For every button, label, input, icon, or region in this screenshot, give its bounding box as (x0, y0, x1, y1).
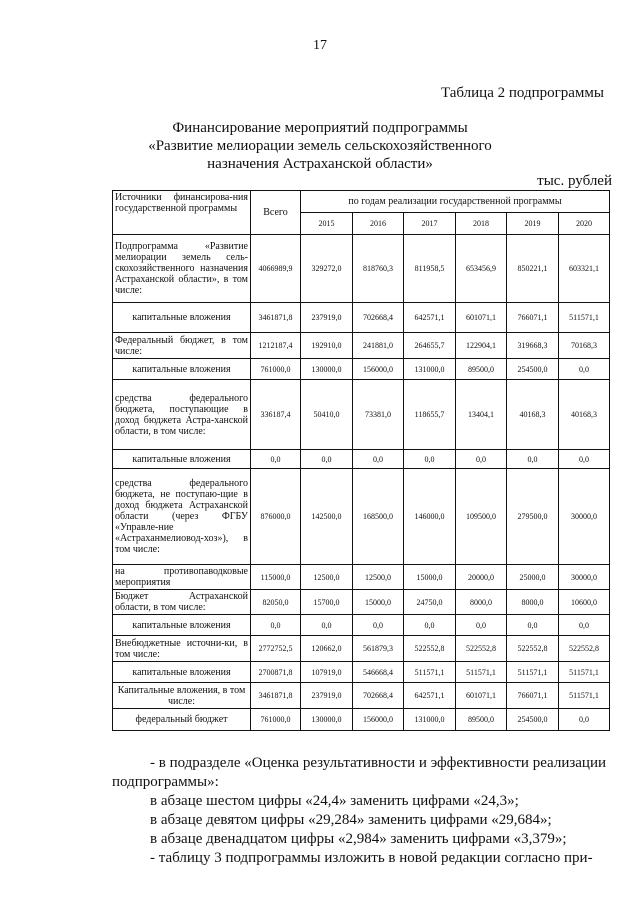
total-cell: 0,0 (251, 450, 301, 469)
year-value-cell: 818760,3 (353, 235, 404, 303)
year-value-cell: 130000,0 (301, 359, 353, 380)
year-value-cell: 192910,0 (301, 333, 353, 359)
year-value-cell: 70168,3 (559, 333, 610, 359)
year-value-cell: 0,0 (559, 615, 610, 636)
year-value-cell: 0,0 (301, 615, 353, 636)
header-year: 2016 (353, 213, 404, 235)
total-cell: 761000,0 (251, 359, 301, 380)
total-cell: 336187,4 (251, 380, 301, 450)
year-value-cell: 122904,1 (456, 333, 507, 359)
title-line: «Развитие мелиорации земель сельскохозяйственного (148, 138, 492, 154)
year-value-cell: 131000,0 (404, 709, 456, 731)
table-reference: Таблица 2 подпрограммы (440, 85, 604, 101)
year-value-cell: 522552,8 (456, 636, 507, 662)
table-row (113, 662, 610, 683)
year-value-cell: 237919,0 (301, 683, 353, 709)
year-value-cell: 0,0 (507, 450, 559, 469)
table-row (113, 450, 610, 469)
year-value-cell: 25000,0 (507, 565, 559, 590)
year-value-cell: 329272,0 (301, 235, 353, 303)
year-value-cell: 603321,1 (559, 235, 610, 303)
year-value-cell: 89500,0 (456, 359, 507, 380)
source-cell: средства федерального бюджета, поступающие в доход бюджета Астра-ханской области, в том числе: (113, 380, 251, 450)
source-cell: средства федерального бюджета, не поступаю-щие в доход бюджета Астраханской области (через ФГБУ «Управле-ние «Астраханмелиовод-хоз»), в том числе: (113, 469, 251, 565)
year-value-cell: 50410,0 (301, 380, 353, 450)
year-value-cell: 40168,3 (507, 380, 559, 450)
year-value-cell: 642571,1 (404, 683, 456, 709)
year-value-cell: 766071,1 (507, 683, 559, 709)
table-row (113, 469, 610, 565)
year-value-cell: 120662,0 (301, 636, 353, 662)
paragraph: - таблицу 3 подпрограммы изложить в новой редакции согласно при- (150, 850, 593, 866)
page-number: 17 (313, 38, 327, 53)
units-label: тыс. рублей (537, 173, 612, 189)
total-cell: 3461871,8 (251, 683, 301, 709)
paragraph: - в подразделе «Оценка результативности и эффективности реализации подпрограммы»: (112, 755, 607, 790)
table-row (113, 303, 610, 333)
table-row (113, 235, 610, 303)
source-cell: капитальные вложения (113, 662, 251, 683)
year-value-cell: 850221,1 (507, 235, 559, 303)
total-cell: 2700871,8 (251, 662, 301, 683)
year-value-cell: 0,0 (559, 359, 610, 380)
year-value-cell: 8000,0 (507, 590, 559, 615)
header-by-years: по годам реализации государственной программы (301, 191, 610, 213)
year-value-cell: 0,0 (404, 615, 456, 636)
year-value-cell: 511571,1 (559, 303, 610, 333)
total-cell: 876000,0 (251, 469, 301, 565)
year-value-cell: 142500,0 (301, 469, 353, 565)
source-cell: Бюджет Астраханской области, в том числе: (113, 590, 251, 615)
year-value-cell: 12500,0 (353, 565, 404, 590)
year-value-cell: 146000,0 (404, 469, 456, 565)
year-value-cell: 522552,8 (559, 636, 610, 662)
year-value-cell: 601071,1 (456, 683, 507, 709)
year-value-cell: 319668,3 (507, 333, 559, 359)
year-value-cell: 168500,0 (353, 469, 404, 565)
year-value-cell: 131000,0 (404, 359, 456, 380)
year-value-cell: 8000,0 (456, 590, 507, 615)
table-row (113, 683, 610, 709)
year-value-cell: 511571,1 (559, 683, 610, 709)
source-cell: федеральный бюджет (113, 709, 251, 731)
body-text (112, 754, 612, 868)
year-value-cell: 0,0 (456, 615, 507, 636)
source-cell: капитальные вложения (113, 450, 251, 469)
table-row (113, 565, 610, 590)
year-value-cell: 766071,1 (507, 303, 559, 333)
table-row (113, 590, 610, 615)
header-source: Источники финансирова-ния государственной программы (113, 191, 251, 235)
year-value-cell: 254500,0 (507, 359, 559, 380)
year-value-cell: 118655,7 (404, 380, 456, 450)
year-value-cell: 522552,8 (507, 636, 559, 662)
year-value-cell: 511571,1 (404, 662, 456, 683)
year-value-cell: 511571,1 (456, 662, 507, 683)
year-value-cell: 107919,0 (301, 662, 353, 683)
total-cell: 82050,0 (251, 590, 301, 615)
total-cell: 1212187,4 (251, 333, 301, 359)
year-value-cell: 0,0 (301, 450, 353, 469)
source-cell: на противопаводковые мероприятия (113, 565, 251, 590)
source-cell: капитальные вложения (113, 303, 251, 333)
title-line: назначения Астраханской области» (207, 156, 433, 172)
total-cell: 115000,0 (251, 565, 301, 590)
year-value-cell: 0,0 (353, 450, 404, 469)
year-value-cell: 702668,4 (353, 683, 404, 709)
source-cell: Капитальные вложения, в том числе: (113, 683, 251, 709)
year-value-cell: 0,0 (353, 615, 404, 636)
table-row (113, 636, 610, 662)
year-value-cell: 13404,1 (456, 380, 507, 450)
year-value-cell: 254500,0 (507, 709, 559, 731)
year-value-cell: 15700,0 (301, 590, 353, 615)
year-value-cell: 241881,0 (353, 333, 404, 359)
year-value-cell: 511571,1 (507, 662, 559, 683)
total-cell: 3461871,8 (251, 303, 301, 333)
year-value-cell: 511571,1 (559, 662, 610, 683)
total-cell: 0,0 (251, 615, 301, 636)
year-value-cell: 522552,8 (404, 636, 456, 662)
document-title (0, 119, 640, 173)
header-year: 2019 (507, 213, 559, 235)
year-value-cell: 73381,0 (353, 380, 404, 450)
year-value-cell: 10600,0 (559, 590, 610, 615)
year-value-cell: 0,0 (456, 450, 507, 469)
source-cell: капитальные вложения (113, 359, 251, 380)
year-value-cell: 601071,1 (456, 303, 507, 333)
source-cell: капитальные вложения (113, 615, 251, 636)
paragraph: в абзаце шестом цифры «24,4» заменить цифрами «24,3»; (150, 793, 519, 809)
year-value-cell: 0,0 (559, 450, 610, 469)
table-header-row (113, 191, 610, 213)
year-value-cell: 109500,0 (456, 469, 507, 565)
year-value-cell: 0,0 (559, 709, 610, 731)
title-line: Финансирование мероприятий подпрограммы (172, 120, 468, 136)
year-value-cell: 279500,0 (507, 469, 559, 565)
financing-table (112, 190, 610, 731)
year-value-cell: 130000,0 (301, 709, 353, 731)
source-cell: Внебюджетные источни-ки, в том числе: (113, 636, 251, 662)
table-row (113, 359, 610, 380)
year-value-cell: 15000,0 (353, 590, 404, 615)
year-value-cell: 237919,0 (301, 303, 353, 333)
year-value-cell: 702668,4 (353, 303, 404, 333)
table-row (113, 380, 610, 450)
header-year: 2017 (404, 213, 456, 235)
table-row (113, 615, 610, 636)
year-value-cell: 642571,1 (404, 303, 456, 333)
source-cell: Подпрограмма «Развитие мелиорации земель сель-скохозяйственного назначения Астраханской области», в том числе: (113, 235, 251, 303)
year-value-cell: 30000,0 (559, 565, 610, 590)
year-value-cell: 156000,0 (353, 709, 404, 731)
year-value-cell: 24750,0 (404, 590, 456, 615)
year-value-cell: 30000,0 (559, 469, 610, 565)
total-cell: 4066989,9 (251, 235, 301, 303)
total-cell: 2772752,5 (251, 636, 301, 662)
year-value-cell: 12500,0 (301, 565, 353, 590)
year-value-cell: 89500,0 (456, 709, 507, 731)
year-value-cell: 20000,0 (456, 565, 507, 590)
header-year: 2018 (456, 213, 507, 235)
table-row (113, 333, 610, 359)
year-value-cell: 546668,4 (353, 662, 404, 683)
source-cell: Федеральный бюджет, в том числе: (113, 333, 251, 359)
paragraph: в абзаце девятом цифры «29,284» заменить цифрами «29,684»; (150, 812, 552, 828)
year-value-cell: 0,0 (404, 450, 456, 469)
header-year: 2020 (559, 213, 610, 235)
year-value-cell: 15000,0 (404, 565, 456, 590)
year-value-cell: 561879,3 (353, 636, 404, 662)
year-value-cell: 811958,5 (404, 235, 456, 303)
year-value-cell: 653456,9 (456, 235, 507, 303)
year-value-cell: 156000,0 (353, 359, 404, 380)
paragraph: в абзаце двенадцатом цифры «2,984» заменить цифрами «3,379»; (150, 831, 567, 847)
header-total: Всего (251, 191, 301, 235)
total-cell: 761000,0 (251, 709, 301, 731)
year-value-cell: 264655,7 (404, 333, 456, 359)
table-row (113, 709, 610, 731)
year-value-cell: 0,0 (507, 615, 559, 636)
year-value-cell: 40168,3 (559, 380, 610, 450)
header-year: 2015 (301, 213, 353, 235)
